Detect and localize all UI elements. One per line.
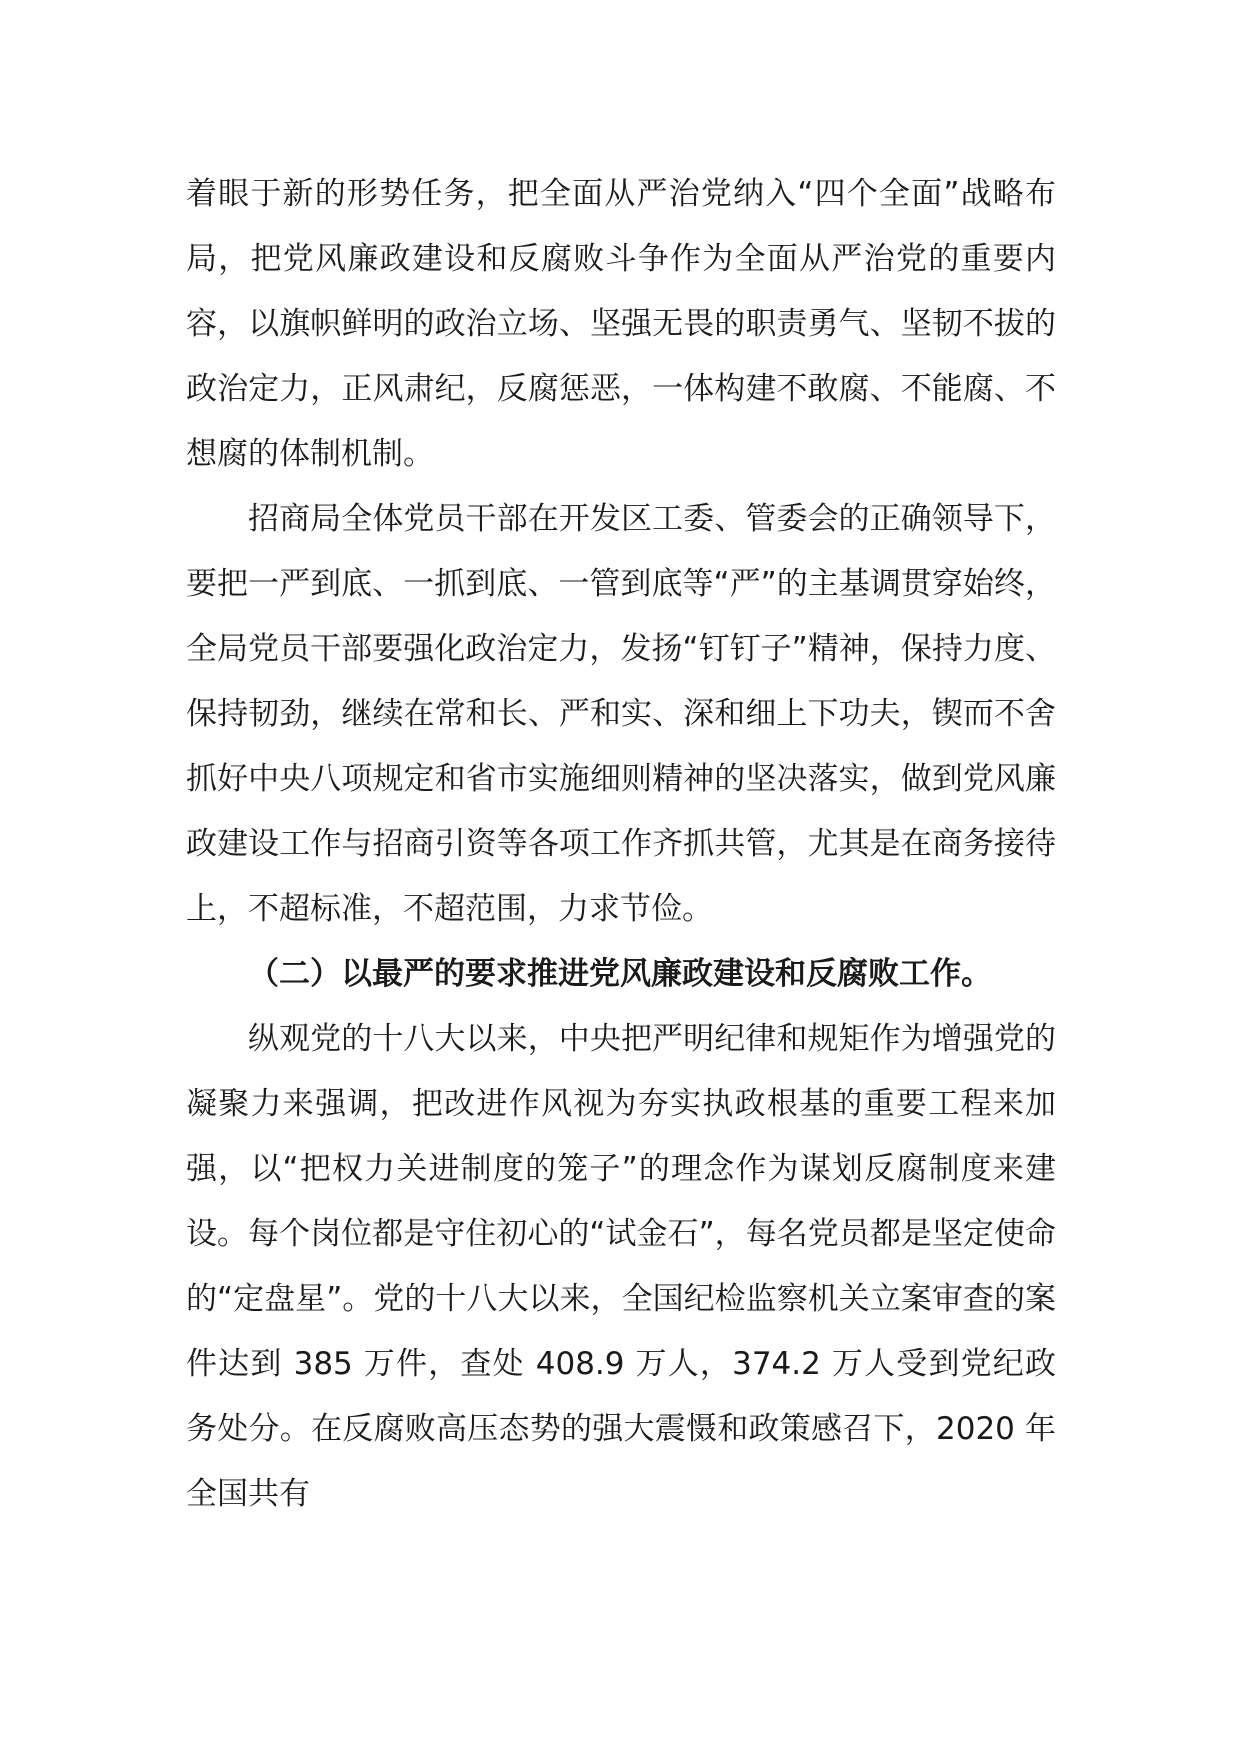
paragraph-2: 招商局全体党员干部在开发区工委、管委会的正确领导下，要把一严到底、一抓到底、一管到底等“严”的主基调贯穿始终，全局党员干部要强化政治定力，发扬“钉钉子”精神，保持力度、保持韧劲，继续在常和长、严和实、深和细上下功夫，锲而不舍抓好中央八项规定和省市实施细则精神的坚决落实，做到党风廉政建设工作与招商引资等各项工作齐抓共管，尤其是在商务接待上，不超标准，不超范围，力求节俭。 — [186, 501, 1056, 927]
paragraph-3: 纵观党的十八大以来，中央把严明纪律和规矩作为增强党的凝聚力来强调，把改进作风视为夯实执政根基的重要工程来加强，以“把权力关进制度的笼子”的理念作为谋划反腐制度来建设。每个岗位都是守住初心的“试金石”，每名党员都是坚定使命的“定盘星”。党的十八大以来，全国纪检监察机关立案审查的案件达到 385 万件，查处 408.9 万人，374.2 万人受到党纪政务处分。在反腐败高压态势的强大震慑和政策感召下，2020 年全国共有 — [186, 1021, 1056, 1512]
paragraph-1: 着眼于新的形势任务，把全面从严治党纳入“四个全面”战略布局，把党风廉政建设和反腐败斗争作为全面从严治党的重要内容，以旗帜鲜明的政治立场、坚强无畏的职责勇气、坚韧不拔的政治定力，正风肃纪，反腐惩恶，一体构建不敢腐、不能腐、不想腐的体制机制。 — [186, 176, 1056, 472]
section-heading: （二）以最严的要求推进党风廉政建设和反腐败工作。 — [248, 956, 992, 992]
document-page — [186, 162, 1056, 1527]
